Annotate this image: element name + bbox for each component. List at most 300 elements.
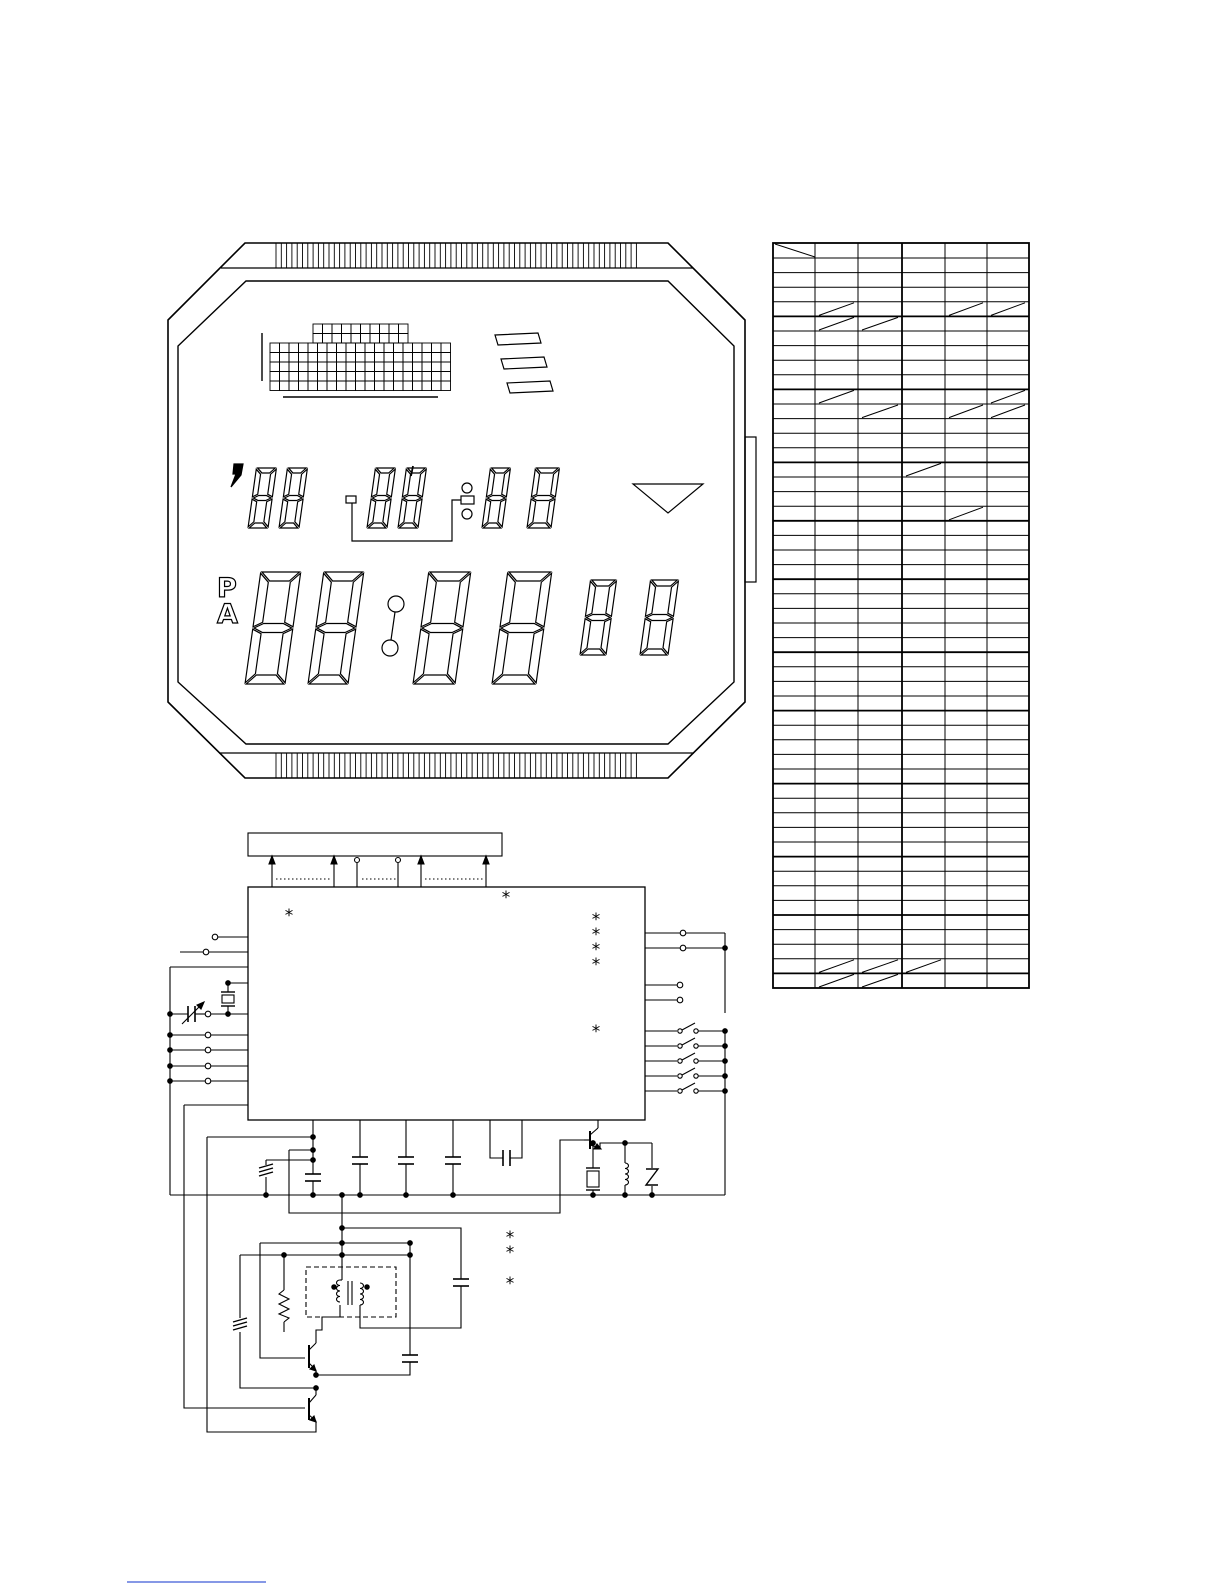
large-seven-segment-digit	[245, 572, 301, 684]
junction-dot	[650, 1193, 655, 1198]
dot-matrix-cell	[413, 372, 423, 382]
dot-matrix-cell	[375, 362, 385, 372]
junction-dot	[340, 1193, 345, 1198]
dot-matrix-cell	[375, 353, 385, 363]
winding-dot	[365, 1285, 369, 1289]
small-seven-segment-digit	[398, 468, 426, 528]
dot-matrix-cell	[346, 381, 356, 391]
asterisk-mark: *	[505, 1243, 515, 1263]
dot-matrix-cell	[337, 372, 347, 382]
dot-matrix-cell	[422, 372, 432, 382]
dot-matrix-cell	[313, 334, 323, 344]
digit-segment-f	[402, 469, 411, 497]
asterisk-mark: *	[501, 888, 511, 908]
junction-dot	[723, 946, 728, 951]
terminal-circle	[205, 1047, 211, 1053]
switch-lever	[682, 1038, 695, 1045]
digit-segment-c	[339, 629, 356, 683]
dot-matrix-cell	[280, 343, 290, 353]
digit-segment-c	[662, 619, 673, 654]
terminal-circle	[205, 1078, 211, 1084]
dot-matrix-cell	[327, 372, 337, 382]
dot-matrix-cell	[323, 324, 333, 334]
digit-segment-g	[253, 496, 271, 501]
dot-matrix-cell	[384, 353, 394, 363]
digit-segment-f	[316, 573, 333, 627]
dot-matrix-cell	[403, 381, 413, 391]
dot-matrix-cell	[351, 324, 361, 334]
battery-plate	[233, 1326, 247, 1330]
table-cell-slash	[862, 974, 898, 987]
wire	[342, 1228, 461, 1279]
junction-dot	[340, 1253, 345, 1258]
dot-matrix-cell	[332, 324, 342, 334]
junction-dot	[168, 1064, 173, 1069]
digit-segment-c	[546, 499, 555, 527]
digit-segment-f	[253, 573, 270, 627]
dot-matrix-cell	[422, 353, 432, 363]
asterisk-mark: *	[284, 906, 294, 926]
dot-matrix-cell	[346, 362, 356, 372]
dot-matrix-cell	[394, 372, 404, 382]
junction-dot	[591, 1193, 596, 1198]
dot-matrix-cell	[299, 353, 309, 363]
terminal-circle	[677, 997, 683, 1003]
dot-matrix-cell	[356, 343, 366, 353]
digit-segment-c	[382, 499, 391, 527]
dot-matrix-cell	[361, 334, 371, 344]
junction-dot	[408, 1253, 413, 1258]
dot-matrix-cell	[394, 353, 404, 363]
asterisk-mark: *	[591, 1022, 601, 1042]
dot-matrix-cell	[270, 372, 280, 382]
switch-contact	[694, 1044, 698, 1048]
junction-dot	[723, 1059, 728, 1064]
table-cell-slash	[949, 405, 983, 418]
capacitor-symbol	[402, 1355, 418, 1362]
junction-dot	[623, 1141, 628, 1146]
junction-dot	[408, 1241, 413, 1246]
dot-matrix-cell	[413, 362, 423, 372]
digit-segment-c	[497, 499, 506, 527]
crystal-symbol	[586, 1168, 600, 1190]
transistor-symbol	[309, 1395, 316, 1422]
junction-dot	[623, 1193, 628, 1198]
switch-contact	[678, 1044, 682, 1048]
year-apostrophe-mark	[231, 464, 243, 487]
wire	[289, 1140, 584, 1213]
switch-contact	[678, 1059, 682, 1063]
digit-segment-f	[283, 469, 292, 497]
terminal-circle	[355, 858, 360, 863]
dot-matrix-cell	[346, 343, 356, 353]
large-seven-segment-digit	[492, 572, 552, 684]
capacitor-symbol	[503, 1150, 510, 1166]
dot-matrix-cell	[370, 334, 380, 344]
table-cell-slash	[991, 390, 1025, 403]
dot-matrix-cell	[380, 334, 390, 344]
small-seven-segment-digit	[367, 468, 395, 528]
dot-matrix-cell	[389, 334, 399, 344]
dot-matrix-cell	[289, 372, 299, 382]
dot-matrix-cell	[323, 334, 333, 344]
switch-contact	[678, 1074, 682, 1078]
asterisk-mark: *	[591, 955, 601, 975]
dot-matrix-cell	[365, 381, 375, 391]
large-seven-segment-digit	[413, 572, 471, 684]
digit-segment-f	[252, 469, 261, 497]
table-cell-slash	[819, 303, 854, 316]
table-cell-slash	[862, 405, 898, 418]
switch-lever	[682, 1023, 695, 1030]
digit-segment-f	[486, 469, 495, 497]
indicator-bar	[461, 496, 474, 504]
dot-matrix-cell	[270, 381, 280, 391]
dot-matrix-cell	[327, 353, 337, 363]
dot-matrix-cell	[422, 343, 432, 353]
dot-matrix-cell	[327, 362, 337, 372]
lcd-mode-letter-p: P	[217, 573, 237, 604]
terminal-circle	[205, 1063, 211, 1069]
dot-matrix-cell	[299, 362, 309, 372]
asterisk-mark: *	[591, 910, 601, 930]
capacitor-symbol	[453, 1279, 469, 1286]
lcd-segment-layout	[168, 243, 756, 778]
colon-dot-upper	[388, 596, 404, 612]
dot-matrix-cell	[413, 353, 423, 363]
junction-dot	[311, 1193, 316, 1198]
dot-matrix-cell	[384, 343, 394, 353]
dot-matrix-cell	[356, 381, 366, 391]
junction-dot	[311, 1148, 316, 1153]
switch-contact	[694, 1074, 698, 1078]
dot-matrix-cell	[365, 343, 375, 353]
capacitor-symbol	[445, 1157, 461, 1164]
inductor-coil	[625, 1163, 629, 1185]
dot-matrix-cell	[270, 343, 280, 353]
terminal-circle	[680, 930, 686, 936]
junction-dot	[311, 1135, 316, 1140]
wire	[240, 1332, 316, 1395]
wire	[316, 1362, 410, 1375]
digit-segment-c	[446, 629, 463, 683]
dot-matrix-cell	[413, 343, 423, 353]
table-cell-slash	[906, 463, 941, 476]
dot-matrix-cell	[318, 353, 328, 363]
arrow-up-icon	[483, 856, 489, 864]
dot-matrix-cell	[280, 372, 290, 382]
table-cell-slash	[949, 303, 983, 316]
wire	[184, 1105, 305, 1408]
junction-dot	[311, 1158, 316, 1163]
digit-segment-g	[253, 624, 292, 633]
dot-matrix-cell	[299, 343, 309, 353]
junction-dot	[358, 1193, 363, 1198]
lcd-driver-bus-box	[248, 833, 502, 856]
emitter-arrow-icon	[310, 1365, 316, 1371]
junction-dot	[340, 1226, 345, 1231]
dot-matrix-cell	[289, 362, 299, 372]
dot-matrix-cell	[432, 381, 442, 391]
dot-matrix-cell	[318, 381, 328, 391]
table-border	[773, 243, 1029, 988]
colon-dot-lower	[382, 640, 398, 656]
dot-matrix-cell	[308, 362, 318, 372]
dot-matrix-cell	[337, 353, 347, 363]
dot-matrix-cell	[299, 372, 309, 382]
digit-segment-g	[532, 496, 554, 501]
switch-contact	[694, 1029, 698, 1033]
terminal-circle	[677, 982, 683, 988]
small-seven-segment-digit	[248, 468, 276, 528]
digit-segment-f	[500, 573, 517, 627]
dot-matrix-cell	[441, 362, 451, 372]
digit-segment-g	[421, 624, 462, 633]
dot-matrix-cell	[289, 353, 299, 363]
seconds-seven-segment-digit	[640, 580, 679, 655]
transistor-collector	[590, 1128, 598, 1135]
crystal-body	[587, 1171, 599, 1187]
dot-matrix-cell	[432, 343, 442, 353]
switch-contact	[678, 1089, 682, 1093]
dot-matrix-cell	[394, 381, 404, 391]
dot-matrix-cell	[308, 353, 318, 363]
dot-matrix-cell	[380, 324, 390, 334]
dot-matrix-cell	[389, 324, 399, 334]
digit-segment-g	[646, 615, 672, 621]
junction-dot	[226, 981, 231, 986]
dot-matrix-cell	[365, 353, 375, 363]
table-cell-slash	[819, 974, 854, 987]
battery-plate	[233, 1322, 247, 1326]
dot-matrix-cell	[422, 362, 432, 372]
bar-indicator-segment	[495, 333, 541, 345]
winding-dot	[332, 1285, 336, 1289]
terminal-circle	[205, 1032, 211, 1038]
junction-dot	[404, 1193, 409, 1198]
small-seven-segment-digit	[482, 468, 510, 528]
digit-segment-g	[316, 624, 355, 633]
asterisk-mark: *	[591, 940, 601, 960]
lower-indicator-circle	[462, 509, 472, 519]
junction-dot	[591, 1141, 596, 1146]
dot-matrix-cell	[441, 343, 451, 353]
dot-matrix-cell	[356, 372, 366, 382]
dot-matrix-cell	[308, 372, 318, 382]
dot-matrix-cell	[365, 362, 375, 372]
dot-matrix-cell	[432, 353, 442, 363]
lcd-outer-frame	[168, 243, 745, 778]
dot-matrix-cell	[280, 353, 290, 363]
junction-dot	[168, 1048, 173, 1053]
digit-segment-c	[413, 499, 422, 527]
table-cell-slash	[991, 405, 1025, 418]
junction-dot	[723, 1044, 728, 1049]
digit-segment-f	[531, 469, 540, 497]
dot-matrix-cell	[289, 343, 299, 353]
triangle-indicator	[633, 484, 703, 513]
bar-indicator-segment	[507, 381, 553, 393]
dot-matrix-cell	[384, 381, 394, 391]
table-cell-slash	[949, 507, 983, 520]
digit-segment-c	[294, 499, 303, 527]
terminal-circle	[203, 949, 209, 955]
dot-matrix-cell	[375, 372, 385, 382]
dot-matrix-cell	[342, 324, 352, 334]
junction-dot	[226, 1012, 231, 1017]
transformer-secondary-coil	[360, 1283, 364, 1305]
junction-dot	[168, 1033, 173, 1038]
wire	[316, 1305, 340, 1343]
digit-segment-g	[500, 624, 543, 633]
dot-matrix-cell	[270, 362, 280, 372]
transistor-collector	[309, 1395, 316, 1403]
junction-dot	[264, 1193, 269, 1198]
dot-matrix-cell	[318, 372, 328, 382]
capacitor-symbol	[398, 1157, 414, 1164]
transformer-primary-coil	[337, 1280, 341, 1302]
asterisk-mark: *	[505, 1228, 515, 1248]
circuit-schematic	[168, 833, 728, 1432]
small-seven-segment-digit	[527, 468, 559, 528]
trimmer-capacitor-symbol	[182, 1002, 204, 1024]
arrow-up-icon	[418, 856, 424, 864]
digit-segment-c	[527, 629, 544, 683]
dot-matrix-cell	[299, 381, 309, 391]
switch-lever	[682, 1053, 695, 1060]
dot-matrix-cell	[280, 362, 290, 372]
junction-dot	[451, 1193, 456, 1198]
dot-matrix-cell	[403, 353, 413, 363]
dot-matrix-cell	[432, 362, 442, 372]
junction-dot	[723, 1089, 728, 1094]
dot-matrix-cell	[370, 324, 380, 334]
dot-matrix-cell	[351, 334, 361, 344]
digit-segment-g	[586, 615, 610, 621]
digit-segment-f	[421, 573, 438, 627]
dot-matrix-cell	[332, 334, 342, 344]
digit-segment-d	[528, 523, 550, 528]
junction-dot	[314, 1386, 319, 1391]
dot-matrix-cell	[422, 381, 432, 391]
digit-segment-g	[403, 496, 421, 501]
dot-matrix-cell	[403, 343, 413, 353]
seconds-seven-segment-digit	[580, 580, 617, 655]
upper-indicator-circle	[462, 483, 472, 493]
battery-plate	[259, 1168, 273, 1172]
wire	[490, 1120, 503, 1158]
segment-assignment-table	[773, 243, 1029, 988]
asterisk-mark: *	[591, 925, 601, 945]
asterisk-notes	[285, 888, 601, 1294]
dot-matrix-cell	[441, 372, 451, 382]
dot-matrix-cell	[375, 381, 385, 391]
dot-matrix-cell	[308, 343, 318, 353]
battery-plate	[259, 1172, 273, 1176]
digit-segment-g	[372, 496, 390, 501]
digit-segment-c	[276, 629, 293, 683]
digit-segment-a	[536, 468, 558, 473]
dot-matrix-cell	[399, 324, 409, 334]
table-cell-slash	[862, 960, 898, 973]
switch-lever	[682, 1083, 695, 1090]
terminal-circle	[680, 945, 686, 951]
junction-dot	[168, 1012, 173, 1017]
lcd-side-tab	[745, 437, 756, 582]
lcd-mode-letter-a: A	[217, 599, 238, 630]
digit-segment-c	[263, 499, 272, 527]
junction-dot	[282, 1253, 287, 1258]
arrow-up-icon	[331, 856, 337, 864]
dot-matrix-cell	[342, 334, 352, 344]
dot-matrix-cell	[365, 372, 375, 382]
dot-matrix-cell	[337, 381, 347, 391]
small-seven-segment-digit	[279, 468, 307, 528]
dot-matrix-cell	[270, 353, 280, 363]
dot-matrix-cell	[384, 362, 394, 372]
junction-dot	[723, 1074, 728, 1079]
table-cell-slash	[991, 303, 1025, 316]
transistor-symbol	[590, 1128, 601, 1149]
capacitor-symbol	[305, 1174, 321, 1181]
dot-matrix-cell	[394, 343, 404, 353]
resistor-symbol	[279, 1290, 289, 1322]
transformer-shield-box	[306, 1267, 396, 1317]
dot-matrix-cell	[318, 362, 328, 372]
asterisk-mark: *	[505, 1274, 515, 1294]
transistor-collector	[309, 1343, 316, 1350]
dot-matrix-cell	[346, 353, 356, 363]
dot-matrix-cell	[327, 381, 337, 391]
switch-contact	[678, 1029, 682, 1033]
dot-matrix-cell	[394, 362, 404, 372]
zener-diode-symbol	[646, 1169, 658, 1185]
bar-indicator-segment	[501, 357, 547, 369]
dot-matrix-cell	[432, 372, 442, 382]
crystal-body	[222, 995, 234, 1003]
junction-dot	[314, 1373, 319, 1378]
digit-segment-g	[487, 496, 505, 501]
dot-matrix-cell	[280, 381, 290, 391]
switch-contact	[694, 1059, 698, 1063]
battery-symbol	[233, 1318, 247, 1330]
dot-matrix-cell	[413, 381, 423, 391]
terminal-circle	[205, 1011, 211, 1017]
junction-dot	[340, 1241, 345, 1246]
colon-link	[391, 612, 395, 640]
digit-segment-f	[585, 581, 596, 616]
main-ic-box	[248, 887, 645, 1120]
terminal-circle	[212, 934, 218, 940]
dot-matrix-cell	[313, 324, 323, 334]
battery-symbol	[259, 1164, 273, 1176]
capacitor-symbol	[352, 1157, 368, 1164]
dot-matrix-cell	[289, 381, 299, 391]
table-cell-slash	[819, 390, 854, 403]
switch-contact	[694, 1089, 698, 1093]
transistor-symbol	[309, 1343, 316, 1371]
dot-matrix-cell	[318, 343, 328, 353]
large-seven-segment-digit	[308, 572, 364, 684]
switch-lever	[682, 1068, 695, 1075]
digit-segment-f	[371, 469, 380, 497]
terminal-circle	[396, 858, 401, 863]
table-cell-slash	[862, 317, 898, 330]
table-cell-slash	[906, 960, 941, 973]
junction-dot	[168, 1079, 173, 1084]
battery-plate	[233, 1318, 247, 1322]
dot-matrix-cell	[337, 343, 347, 353]
